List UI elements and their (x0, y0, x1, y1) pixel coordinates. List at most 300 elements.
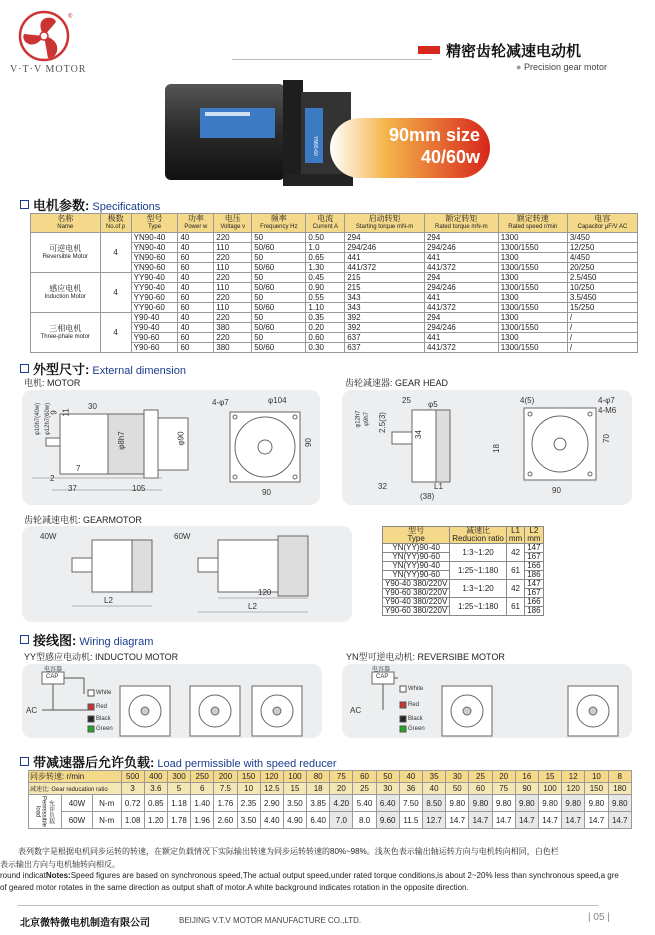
spec-group-en: Reversible Motor (42, 253, 88, 260)
spec-cell: 1300/1550 (498, 263, 567, 273)
spec-header-cell (178, 214, 214, 233)
wire-label: Black (408, 716, 423, 722)
load-ratio-cell: 18 (307, 783, 330, 795)
spec-cell: 50/60 (252, 243, 306, 253)
load-speed-cell: 100 (283, 771, 306, 783)
capacitor-label: CAP (376, 674, 389, 680)
spec-cell: 1300 (498, 253, 567, 263)
load-speed-cell: 60 (353, 771, 376, 783)
spec-cell: 220 (214, 273, 252, 283)
spec-cell: 294 (424, 233, 498, 243)
gearmotor-60w-label: 60W (174, 532, 191, 541)
spec-group-cn: 感应电机 (49, 283, 82, 293)
spec-cell: Y90-40 (131, 323, 178, 333)
wiring-section-title: 接线图: Wiring diagram (20, 630, 153, 649)
footer-company-en: BEIJING V.T.V MOTOR MANUFACTURE CO.,LTD. (179, 916, 362, 925)
load-value: 7.0 (330, 812, 353, 829)
load-value: 9.80 (515, 795, 538, 812)
spec-cell: 3/450 (567, 233, 637, 243)
load-speed-cell: 400 (144, 771, 167, 783)
load-ratio-cell: 12.5 (260, 783, 283, 795)
load-value: 0.72 (121, 795, 144, 812)
spec-header-en: Frequency Hz (260, 224, 298, 230)
spec-cell: 60 (178, 343, 214, 353)
spec-cell: 0.45 (306, 273, 345, 283)
load-power: 60W (62, 812, 93, 829)
spec-header-en: Power w (184, 224, 208, 230)
dim-label: 120 (258, 588, 272, 597)
dim-label: φ104 (268, 396, 287, 405)
badge-size: 90mm size (388, 125, 480, 145)
wiring-right-caption: YN型可逆电动机: REVERSIBE MOTOR (346, 652, 505, 662)
load-value: 9.80 (562, 795, 585, 812)
spec-header-cell (31, 214, 101, 233)
spec-cell: 220 (214, 233, 252, 243)
spec-cell: 441 (345, 253, 425, 263)
load-row (29, 812, 632, 829)
spec-cell: 1300/1550 (498, 323, 567, 333)
ratio-type: Y90-60 380/220V (383, 589, 450, 598)
load-speed-cell: 30 (446, 771, 469, 783)
load-ratio-cell: 75 (492, 783, 515, 795)
spec-cell: 0.65 (306, 253, 345, 263)
spec-cell: 1300/1550 (498, 283, 567, 293)
spec-row (31, 273, 638, 283)
spec-cell: / (567, 343, 637, 353)
spec-header-en: No.of p (105, 224, 126, 230)
spec-cell: 392 (345, 323, 425, 333)
load-value: 14.7 (585, 812, 608, 829)
spec-header-en: Capacitor μF/V AC (577, 224, 628, 230)
load-value: 3.85 (307, 795, 330, 812)
ratio-value: 1:3~1:20 (450, 544, 507, 562)
spec-cell: YY90-40 (131, 273, 178, 283)
load-value: 1.78 (167, 812, 190, 829)
load-value: 6.40 (376, 795, 399, 812)
load-value: 9.80 (492, 795, 515, 812)
ratio-l1: 42 (506, 544, 524, 562)
wire-label: Red (408, 702, 420, 708)
motor-outline-icon (22, 390, 320, 505)
spec-header-cell (424, 214, 498, 233)
capacitor-label: 电容器 (44, 667, 63, 673)
dim-label: (38) (420, 492, 435, 501)
dim-label: 4-φ7 (212, 398, 229, 407)
spec-group-name (31, 233, 101, 273)
spec-cell: 215 (345, 273, 425, 283)
spec-cell: Y90-60 (131, 343, 178, 353)
spec-header-cn: 极数 (107, 214, 124, 223)
spec-cell: 0.55 (306, 293, 345, 303)
load-ratio-cell: 180 (608, 783, 632, 795)
load-value: 2.90 (260, 795, 283, 812)
load-value: 9.80 (538, 795, 561, 812)
load-ratio-cell: 10 (237, 783, 260, 795)
spec-cell: 2.5/450 (567, 273, 637, 283)
spec-cell: 50 (252, 313, 306, 323)
dim-label: 90 (303, 438, 313, 447)
load-speed-cell: 16 (515, 771, 538, 783)
spec-header-cell (100, 214, 131, 233)
ratio-header-en: Type (407, 534, 425, 543)
load-speed-cell: 35 (423, 771, 446, 783)
load-ratio-cell: 6 (191, 783, 214, 795)
load-ratio-cell: 20 (330, 783, 353, 795)
load-ratio-cell: 15 (283, 783, 306, 795)
load-section-title: 带减速器后允许负载: Load permissible with speed reducer (20, 752, 337, 771)
spec-cell: 10/250 (567, 283, 637, 293)
spec-header-cell (214, 214, 252, 233)
ratio-l1: 42 (506, 580, 524, 598)
spec-cell: 1300/1550 (498, 303, 567, 313)
load-ratio-cell: 150 (585, 783, 608, 795)
dim-label: 30 (88, 402, 97, 411)
note-cn-2: 表示输出方向与电机轴转向相反。 (0, 860, 120, 869)
ratio-header-cn: 减速比 (466, 526, 491, 535)
brand-name: V·T·V MOTOR (10, 64, 87, 75)
load-value: 1.96 (191, 812, 214, 829)
wiring-right-diagram (342, 664, 632, 738)
load-value: 14.7 (469, 812, 492, 829)
dim-label: φ9h7 (363, 412, 370, 426)
ratio-l2: 186 (525, 571, 543, 580)
load-value: 9.80 (608, 795, 632, 812)
load-row (29, 795, 632, 812)
dim-label: L2 (104, 596, 113, 605)
spec-header-cn: 电压 (224, 214, 241, 223)
wiring-left-diagram (22, 664, 322, 738)
load-value: 9.80 (469, 795, 492, 812)
load-value: 3.50 (283, 795, 306, 812)
load-ratio-cell: 50 (446, 783, 469, 795)
spec-header-cn: 额定转矩 (445, 214, 478, 223)
spec-cell: 343 (345, 293, 425, 303)
spec-cell: 441/372 (424, 263, 498, 273)
spec-cell: 40 (178, 233, 214, 243)
spec-cell: 50 (252, 273, 306, 283)
spec-cell: 441 (424, 293, 498, 303)
spec-cell: YY90-60 (131, 293, 178, 303)
gearhead-drawing (342, 390, 632, 505)
spec-cell: 215 (345, 283, 425, 293)
load-ratio-row (29, 783, 632, 795)
dim-label: 9 (49, 410, 59, 415)
spec-cell: Y90-60 (131, 333, 178, 343)
spec-cell: 637 (345, 343, 425, 353)
load-ratio-cell: 90 (515, 783, 538, 795)
dim-label: 25 (402, 396, 411, 405)
wire-label: White (96, 690, 112, 696)
spec-cell: 50/60 (252, 263, 306, 273)
load-value: 1.76 (214, 795, 237, 812)
wiring-left-caption: YY型感应电动机: INDUCTOU MOTOR (24, 652, 179, 662)
load-table (28, 770, 632, 829)
wiring-left-icon (22, 664, 322, 738)
spec-cell: 0.60 (306, 333, 345, 343)
dim-label: 2 (50, 474, 55, 483)
load-speed-cell: 250 (191, 771, 214, 783)
ratio-type: YN(YY)90-60 (383, 553, 450, 562)
load-value: 9.80 (585, 795, 608, 812)
spec-cell: 380 (214, 343, 252, 353)
spec-group-cn: 三相电机 (49, 323, 82, 333)
capacitor-label: 电容器 (372, 667, 391, 673)
load-value: 14.7 (608, 812, 632, 829)
ratio-type: YN(YY)90-60 (383, 571, 450, 580)
spec-cell: 20/250 (567, 263, 637, 273)
spec-cell: 392 (345, 313, 425, 323)
load-speed-cell: 15 (538, 771, 561, 783)
spec-cell: 60 (178, 263, 214, 273)
specs-section-title: 电机参数: Specifications (20, 195, 160, 214)
load-ratio-cell: 100 (538, 783, 561, 795)
load-value: 1.20 (144, 812, 167, 829)
spec-cell: 60 (178, 253, 214, 263)
ratio-header-cn: 型号 (408, 526, 425, 535)
spec-header-cn: 电流 (317, 214, 334, 223)
title-rule (232, 59, 432, 60)
spec-cell: / (567, 323, 637, 333)
dim-label: φ8h7 (116, 431, 126, 450)
spec-cell: 40 (178, 283, 214, 293)
load-value: 4.90 (283, 812, 306, 829)
spec-cell: 40 (178, 313, 214, 323)
footer-rule (18, 905, 598, 906)
spec-poles: 4 (100, 273, 131, 313)
ac-label: AC (350, 706, 362, 715)
load-value: 3.50 (237, 812, 260, 829)
spec-cell: YN90-40 (131, 233, 178, 243)
load-speed-cell: 300 (167, 771, 190, 783)
ratio-l2: 166 (525, 598, 543, 607)
motor-caption: 电机: MOTOR (24, 378, 81, 388)
ratio-header-cn: L1 (511, 526, 520, 535)
load-value: 9.80 (446, 795, 469, 812)
load-speed-row (29, 771, 632, 783)
load-value: 6.40 (307, 812, 330, 829)
spec-header-cn: 启动转矩 (368, 214, 401, 223)
load-value: 14.7 (446, 812, 469, 829)
ratio-l1: 61 (506, 562, 524, 580)
spec-cell: YN90-60 (131, 253, 178, 263)
ratio-l1: 61 (506, 598, 524, 616)
ratio-type: Y90-40 380/220V (383, 580, 450, 589)
load-ratio-cell: 5 (167, 783, 190, 795)
load-ratio-cell: 40 (423, 783, 446, 795)
spec-header-cell (345, 214, 425, 233)
spec-cell: 441/372 (424, 303, 498, 313)
gearmotor-40w-label: 40W (40, 532, 57, 541)
spec-cell: 294 (345, 233, 425, 243)
dim-label: 105 (132, 484, 146, 493)
spec-poles: 4 (100, 313, 131, 353)
spec-cell: 637 (345, 333, 425, 343)
spec-cell: 50 (252, 333, 306, 343)
wire-label: Green (96, 726, 113, 732)
dim-label: φ90 (176, 431, 186, 446)
load-speed-cell: 80 (307, 771, 330, 783)
spec-cell: 1300 (498, 273, 567, 283)
spec-row (31, 313, 638, 323)
wire-label: White (408, 686, 424, 692)
section-bullet-icon (20, 757, 29, 766)
spec-group-name (31, 313, 101, 353)
page-title: 精密齿轮减速电动机 (446, 43, 582, 60)
dim-label: φ10h7(40w) (35, 402, 42, 436)
ratio-header-cn: L2 (529, 526, 539, 535)
spec-cell: 294/246 (424, 243, 498, 253)
spec-row (31, 233, 638, 243)
dim-label: L1 (434, 482, 443, 491)
dim-label: 7 (76, 464, 81, 473)
dim-label: 34 (413, 430, 423, 439)
section-bullet-icon (20, 635, 29, 644)
load-value: 14.7 (562, 812, 585, 829)
spec-header-cell (131, 214, 178, 233)
spec-cell: 40 (178, 323, 214, 333)
spec-cell: 15/250 (567, 303, 637, 313)
load-speed-cell: 20 (492, 771, 515, 783)
spec-cell: 50/60 (252, 323, 306, 333)
wire-label: Black (96, 716, 111, 722)
spec-cell: YY90-40 (131, 283, 178, 293)
title-marker (418, 46, 440, 54)
ratio-header-en: Reducion ratio (452, 534, 504, 543)
spec-cell: 441/372 (345, 263, 425, 273)
spec-cell: 294 (424, 313, 498, 323)
load-speed-cell: 12 (562, 771, 585, 783)
badge-power: 40/60w (420, 147, 480, 167)
page-subtitle: ● Precision gear motor (516, 62, 607, 72)
spec-cell: 294 (424, 273, 498, 283)
dim-label: 4(5) (520, 396, 535, 405)
ac-label: AC (26, 706, 38, 715)
spec-cell: 0.20 (306, 323, 345, 333)
dim-label: φ12h7(60w) (45, 402, 52, 436)
spec-cell: 40 (178, 243, 214, 253)
load-value: 4.20 (330, 795, 353, 812)
spec-cell: 3.5/450 (567, 293, 637, 303)
ratio-l2: 147 (525, 580, 543, 589)
spec-header-cn: 型号 (146, 214, 163, 223)
wire-label: Green (408, 726, 425, 732)
load-ratio-cell: 36 (399, 783, 422, 795)
spec-header-en: Name (57, 224, 74, 230)
gearmotor-caption: 齿轮减速电机: GEARMOTOR (24, 515, 142, 525)
load-value: 4.40 (260, 812, 283, 829)
ratio-header-cell (450, 527, 507, 544)
spec-header-cell (567, 214, 637, 233)
ratio-value: 1:25~1:180 (450, 562, 507, 580)
spec-cell: 50/60 (252, 343, 306, 353)
ratio-type: Y90-40 380/220V (383, 598, 450, 607)
load-speed-cell: 25 (469, 771, 492, 783)
load-value: 14.7 (515, 812, 538, 829)
load-ratio-cell: 3.6 (144, 783, 167, 795)
spec-header-cell (498, 214, 567, 233)
spec-header-cell (306, 214, 345, 233)
ratio-type: YN(YY)90-40 (383, 562, 450, 571)
load-ratio-label: 减速比: Gear reducation ratio (29, 783, 122, 795)
spec-cell: 110 (214, 263, 252, 273)
spec-cell: 50 (252, 233, 306, 243)
spec-cell: 1300/1550 (498, 243, 567, 253)
spec-cell: 441 (424, 333, 498, 343)
spec-poles: 4 (100, 233, 131, 273)
load-value: 1.18 (167, 795, 190, 812)
footer-company-cn: 北京微特微电机制造有限公司 (20, 918, 150, 929)
spec-header-en: Starting torque mN-m (355, 224, 414, 230)
load-speed-label: 同步转速: r/min (29, 771, 122, 783)
spec-cell: 1300 (498, 233, 567, 243)
spec-cell: 50/60 (252, 303, 306, 313)
ratio-header-en: mm (508, 534, 523, 543)
ratio-header-cell (506, 527, 524, 544)
spec-cell: 110 (214, 303, 252, 313)
load-value: 2.35 (237, 795, 260, 812)
ratio-header-en: mm (527, 534, 541, 543)
ratio-value: 1:3~1:20 (450, 580, 507, 598)
load-side-label: 允许负载 Permissible load (29, 795, 62, 829)
note-en-2: of geared motor rotates in the same direction as output shaft of motor.A white background indicates rotation in the opposite direction. (0, 883, 469, 892)
load-ratio-cell: 60 (469, 783, 492, 795)
spec-header-en: Voltage v (220, 224, 246, 230)
ratio-l2: 167 (525, 553, 543, 562)
spec-cell: 110 (214, 243, 252, 253)
note-cn-1: 表列数字是根据电机同步运转的转速，在额定负载情况下实际输出转速为同步运转转速的80%~98%。浅灰色表示输出轴运转方向与电机转向相同，白色栏 (18, 847, 559, 856)
load-value: 1.08 (121, 812, 144, 829)
load-ratio-cell: 30 (376, 783, 399, 795)
load-speed-cell: 50 (376, 771, 399, 783)
spec-cell: / (567, 313, 637, 323)
spec-cell: 1300 (498, 293, 567, 303)
spec-header-cn: 功率 (187, 214, 204, 223)
load-value: 9.60 (376, 812, 399, 829)
ratio-l2: 167 (525, 589, 543, 598)
spec-cell: 220 (214, 253, 252, 263)
svg-text:YN90-60: YN90-60 (312, 136, 318, 156)
spec-cell: 220 (214, 333, 252, 343)
dim-label: 90 (552, 486, 561, 495)
spec-cell: 220 (214, 293, 252, 303)
load-speed-cell: 10 (585, 771, 608, 783)
load-unit: N-m (92, 795, 121, 812)
load-power: 40W (62, 795, 93, 812)
load-value: 7.50 (399, 795, 422, 812)
spec-cell: 1300 (498, 333, 567, 343)
size-badge (330, 118, 490, 178)
section-bullet-icon (20, 200, 29, 209)
spec-cell: 50/60 (252, 283, 306, 293)
capacitor-label: CAP (46, 674, 59, 680)
load-value: 0.85 (144, 795, 167, 812)
spec-group-cn: 可逆电机 (49, 243, 82, 253)
spec-cell: 4/450 (567, 253, 637, 263)
spec-cell: Y90-40 (131, 313, 178, 323)
svg-text:®: ® (68, 14, 73, 20)
ratio-type: YN(YY)90-40 (383, 544, 450, 553)
wire-label: Red (96, 704, 108, 710)
spec-header-cn: 频率 (270, 214, 287, 223)
spec-cell: 380 (214, 323, 252, 333)
spec-cell: 1300 (498, 313, 567, 323)
spec-cell: / (567, 333, 637, 343)
load-speed-cell: 200 (214, 771, 237, 783)
spec-cell: 1300/1550 (498, 343, 567, 353)
spec-cell: 0.50 (306, 233, 345, 243)
load-speed-cell: 8 (608, 771, 632, 783)
spec-cell: 60 (178, 303, 214, 313)
